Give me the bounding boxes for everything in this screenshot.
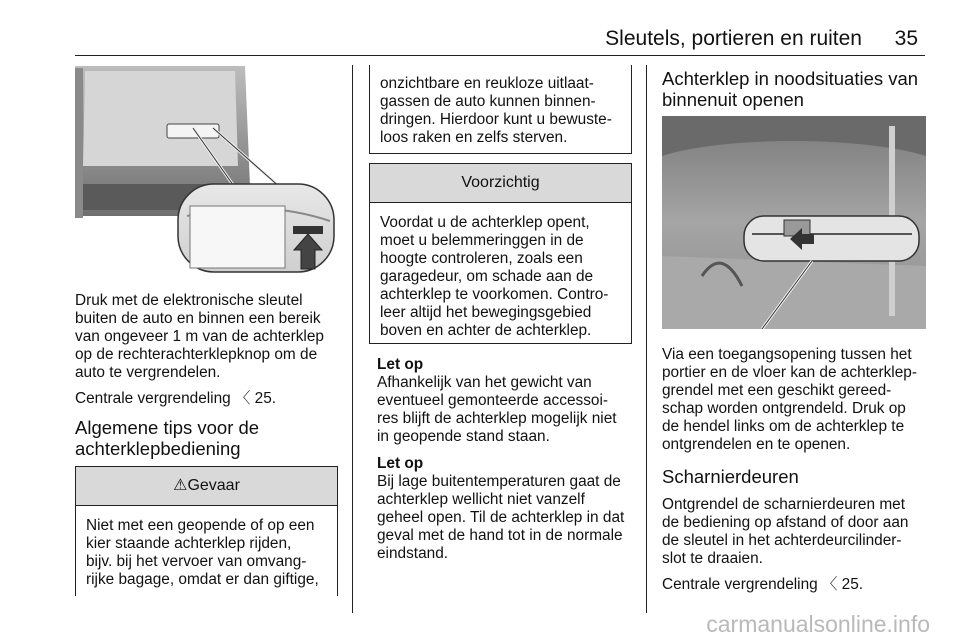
caution-box-header: Voorzichtig <box>370 164 631 203</box>
section-heading-tailgate-tips: Algemene tips voor de achterklepbediening <box>75 417 260 459</box>
watermark: carmanualsonline.info <box>706 611 930 637</box>
note-weight: Let op Afhankelijk van het gewicht van eventueel gemonteerde accessoi- res blijft de achterklep mogelijk niet in geopende stand staan. <box>377 356 617 445</box>
caution-box <box>369 163 632 344</box>
right-column <box>662 346 932 594</box>
page-number: 35 <box>894 27 918 50</box>
tailgate-button-illustration <box>75 66 337 276</box>
section-heading-emergency-opening: Achterklep in noodsituaties van binnenuit openen <box>662 68 919 110</box>
note-temperature: Let op Bij lage buitentemperaturen gaat de achterklep wellicht niet vanzelf geheel open. Til de achterklep in dat geval met de hand tot in de normale eindstand. <box>377 455 625 562</box>
section-heading-hinged-doors: Scharnierdeuren <box>662 466 799 487</box>
tailgate-lock-instruction: Druk met de elektronische sleutel buiten de auto en binnen een bereik van ongeveer 1 m van de achterklep op de rechterachterklepknop om de auto te vergrendelen. <box>75 292 324 381</box>
hinged-doors-instruction: Ontgrendel de scharnierdeuren met de bediening op afstand of door aan de sleutel in het achterdeurcilinder- slot te draaien. <box>662 496 909 567</box>
danger-box-body: Niet met een geopende of op een kier staande achterklep rijden, bijv. bij het vervoer van omvang- rijke bagage, omdat er dan giftige, <box>86 517 319 588</box>
left-column <box>75 292 343 459</box>
interior-release-illustration <box>662 116 926 329</box>
danger-box-continued: onzichtbare en reukloze uitlaat- gassen de auto kunnen binnen- dringen. Hierdoor kunt u bewuste- loos raken en zelfs sterven. <box>369 65 632 154</box>
middle-notes <box>377 356 639 563</box>
column-divider-right <box>646 65 647 613</box>
emergency-release-instruction: Via een toegangsopening tussen het portier en de vloer kan de achterklep- grendel met een geschikt gereed- schap worden ontgrendeld. Druk op de hendel links om de achterklep te ontgrendelen en te openen. <box>662 346 917 453</box>
warning-triangle-icon: ⚠ <box>173 477 188 494</box>
central-locking-reference: Centrale vergrendeling 〈 25. <box>75 390 277 407</box>
column-divider-left <box>352 65 353 613</box>
danger-box <box>75 466 338 596</box>
caution-box-body: Voordat u de achterklep opent, moet u belemmeringgen in de hoogte controleren, zoals een garagedeur, om schade aan de achterklep te voorkomen. Contro- leer altijd het bewegingsgebied boven en achter de achterklep. <box>380 214 609 339</box>
note-label: Let op <box>377 455 424 472</box>
central-locking-reference: Centrale vergrendeling 〈 25. <box>662 576 864 593</box>
header-rule <box>75 55 925 56</box>
running-header-title: Sleutels, portieren en ruiten <box>605 27 862 50</box>
note-label: Let op <box>377 356 424 373</box>
danger-box-header: ⚠Gevaar <box>76 467 337 506</box>
